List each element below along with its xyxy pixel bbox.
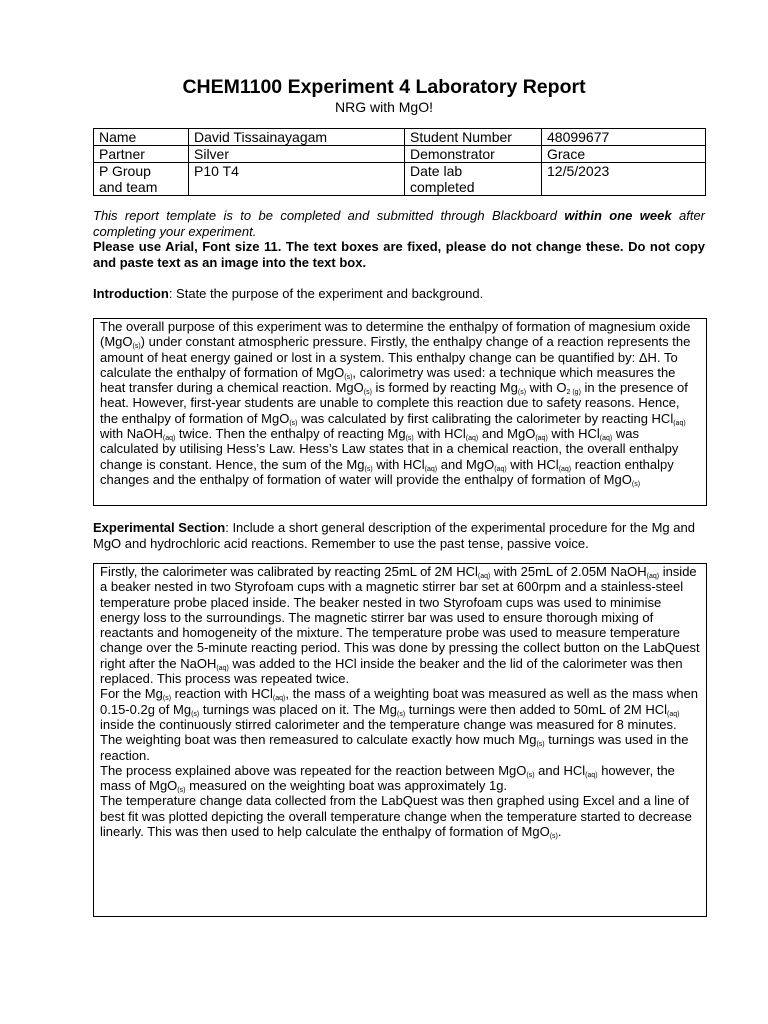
table-row — [94, 129, 706, 146]
demonstrator-label: Demonstrator — [405, 146, 542, 163]
group-label: P Group and team — [94, 163, 189, 196]
date-label: Date lab completed — [405, 163, 542, 196]
format-instructions: Please use Arial, Font size 11. The text boxes are fixed, please do not change these. Do not copy and paste text as an image into the text box. — [93, 239, 705, 270]
table-row — [94, 146, 706, 163]
group-value: P10 T4 — [189, 163, 405, 196]
experimental-heading: Experimental Section: Include a short general description of the experimental procedure for the Mg and MgO and hydrochloric acid reactions. Remember to use the past tense, passive voice. — [93, 520, 695, 551]
table-row — [94, 163, 706, 196]
experimental-textbox[interactable]: Firstly, the calorimeter was calibrated by reacting 25mL of 2M HCl$_{(aq)}$ with 25mL of 2.05M NaOH$_{(aq)}$ inside a beaker nested in two Styrofoam cups with a magnetic stirrer bar set at 600rpm and a stainless-steel temperature probe placed inside. The beaker nested in two Styrofoam cups was used to minimise energy loss to the surroundings. The magnetic stirrer bar was used to ensure thorough mixing of reactants and homogeneity of the mixture. The temperature probe was used to measure temperature change over the 5-minute reacting period. This was done by pressing the collect button on the LabQuest right after the NaOH$_{(aq)}$ was added to the HCl inside the beaker and the lid of the calorimeter was then replaced. This process was repeated twice. For the $Mg_{(s)}$ reaction with HCl$_{(aq)}$, the mass of a weighting boat was measured as well as the mass when 0.15-0.2g of $Mg_{(s)}$ turnings was placed on it. The $Mg_{(s)}$ turnings were then added to 50mL of 2M HCl$_{(aq)}$ inside the continuously stirred calorimeter and the temperature change was measured for 8 minutes. The weighting boat was then remeasured to calculate exactly how much $Mg_{(s)}$ turnings was used in the reaction. The process explained above was repeated for the reaction between MgO$_{(s)}$ and HCl$_{(aq)}$ however, the mass of MgO$_{(s)}$ measured on the weighting boat was approximately 1g. The temperature change data collected from the LabQuest was then graphed using Excel and a line of best fit was plotted depicting the overall temperature change when the temperature started to decrease linearly. This was then used to help calculate the enthalpy of formation of MgO$_{(s)}$. — [93, 563, 707, 917]
instructions-notice: This report template is to be completed and submitted through Blackboard within one week after completing your experiment. Please use Arial, Font size 11. The text boxes are fixed, please do not change these. Do not copy and paste text as an image into the text box. — [93, 208, 705, 270]
student-number-value: 48099677 — [542, 129, 706, 146]
partner-value: Silver — [189, 146, 405, 163]
student-info-table — [93, 128, 706, 196]
introduction-heading: Introduction: State the purpose of the experiment and background. — [93, 286, 484, 301]
report-title: CHEM1100 Experiment 4 Laboratory Report — [182, 76, 586, 98]
demonstrator-value: Grace — [542, 146, 706, 163]
partner-label: Partner — [94, 146, 189, 163]
student-number-label: Student Number — [405, 129, 542, 146]
name-value: David Tissainayagam — [189, 129, 405, 146]
date-value: 12/5/2023 — [542, 163, 706, 196]
introduction-textbox[interactable]: The overall purpose of this experiment was to determine the enthalpy of formation of magnesium oxide (MgO$_{(s)}$) under constant atmospheric pressure. Firstly, the enthalpy change of a reaction represents the amount of heat energy gained or lost in a system. This enthalpy change can be quantified by: ΔH. To calculate the enthalpy of formation of MgO$_{(s)}$, calorimetry was used: a technique which measures the heat transfer during a chemical reaction. MgO$_{(s)}$ is formed by reacting $Mg_{(s)}$ with $O_{2 (g)}$ in the presence of heat. However, first-year students are unable to complete this reaction due to safety reasons. Hence, the enthalpy of formation of MgO$_{(s)}$ was calculated by first calibrating the calorimeter by reacting HCl$_{(aq)}$ with NaOH$_{(aq)}$ twice. Then the enthalpy of reacting $Mg_{(s)}$ with HCl$_{(aq)}$ and MgO$_{(aq)}$ with HCl$_{(aq)}$ was calculated by utilising Hess’s Law. Hess’s Law states that in a chemical reaction, the overall enthalpy change is constant. Hence, the sum of the $Mg_{(s)}$ with HCl$_{(aq)}$ and MgO$_{(aq)}$ with HCl$_{(aq)}$ reaction enthalpy changes and the enthalpy of formation of water will provide the enthalpy of formation of MgO$_{(s)}$ — [93, 318, 707, 506]
report-subtitle: NRG with MgO! — [334, 99, 433, 115]
name-label: Name — [94, 129, 189, 146]
